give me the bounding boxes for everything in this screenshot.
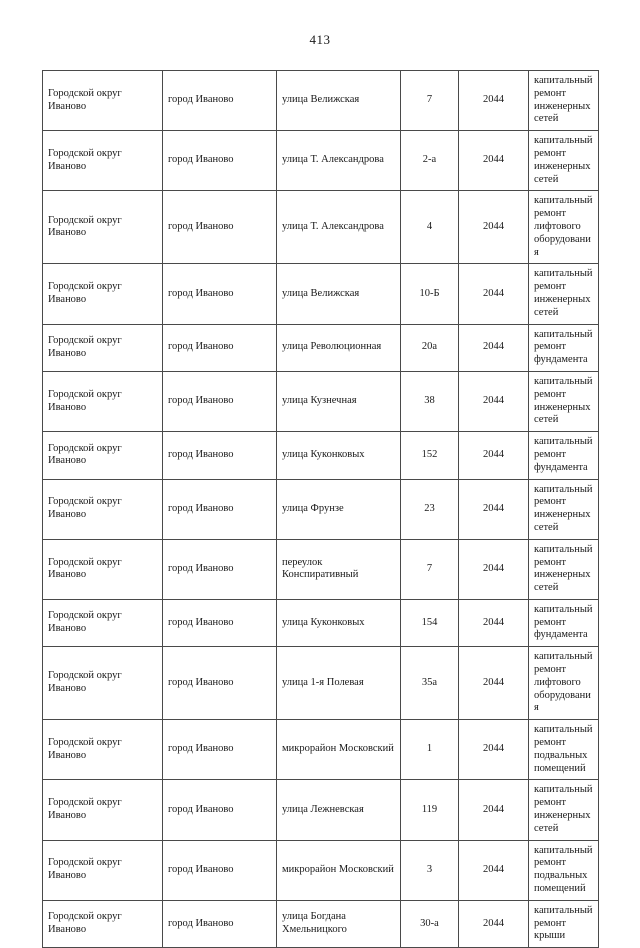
cell-street: улица Велижская bbox=[277, 71, 401, 131]
repair-schedule-table bbox=[42, 70, 599, 948]
cell-district: Городской округ Иваново bbox=[43, 191, 163, 264]
table-row bbox=[43, 539, 599, 599]
cell-house: 152 bbox=[401, 432, 459, 479]
cell-year: 2044 bbox=[459, 71, 529, 131]
cell-house: 30-а bbox=[401, 900, 459, 947]
cell-street: улица Революционная bbox=[277, 324, 401, 371]
table-row bbox=[43, 780, 599, 840]
cell-district: Городской округ Иваново bbox=[43, 324, 163, 371]
table-row bbox=[43, 71, 599, 131]
cell-district: Городской округ Иваново bbox=[43, 71, 163, 131]
cell-street: улица Т. Александрова bbox=[277, 131, 401, 191]
cell-district: Городской округ Иваново bbox=[43, 900, 163, 947]
table-row bbox=[43, 840, 599, 900]
table-row bbox=[43, 191, 599, 264]
table-row bbox=[43, 479, 599, 539]
cell-street: улица Куконковых bbox=[277, 599, 401, 646]
cell-district: Городской округ Иваново bbox=[43, 432, 163, 479]
cell-district: Городской округ Иваново bbox=[43, 840, 163, 900]
cell-work: капитальный ремонт фундамента bbox=[529, 599, 599, 646]
cell-city: город Иваново bbox=[163, 191, 277, 264]
cell-year: 2044 bbox=[459, 371, 529, 431]
cell-year: 2044 bbox=[459, 432, 529, 479]
cell-city: город Иваново bbox=[163, 599, 277, 646]
cell-city: город Иваново bbox=[163, 432, 277, 479]
cell-year: 2044 bbox=[459, 539, 529, 599]
cell-year: 2044 bbox=[459, 900, 529, 947]
cell-street: улица Лежневская bbox=[277, 780, 401, 840]
cell-house: 35а bbox=[401, 647, 459, 720]
table-row bbox=[43, 131, 599, 191]
cell-city: город Иваново bbox=[163, 264, 277, 324]
cell-work: капитальный ремонт инженерных сетей bbox=[529, 71, 599, 131]
table-row bbox=[43, 324, 599, 371]
cell-street: улица Кузнечная bbox=[277, 371, 401, 431]
cell-city: город Иваново bbox=[163, 371, 277, 431]
cell-work: капитальный ремонт крыши bbox=[529, 900, 599, 947]
cell-district: Городской округ Иваново bbox=[43, 479, 163, 539]
cell-year: 2044 bbox=[459, 599, 529, 646]
cell-street: улица 1-я Полевая bbox=[277, 647, 401, 720]
cell-work: капитальный ремонт инженерных сетей bbox=[529, 264, 599, 324]
cell-street: улица Куконковых bbox=[277, 432, 401, 479]
cell-house: 23 bbox=[401, 479, 459, 539]
cell-street: улица Богдана Хмельницкого bbox=[277, 900, 401, 947]
cell-house: 1 bbox=[401, 720, 459, 780]
cell-city: город Иваново bbox=[163, 71, 277, 131]
cell-house: 3 bbox=[401, 840, 459, 900]
cell-work: капитальный ремонт инженерных сетей bbox=[529, 539, 599, 599]
cell-street: улица Фрунзе bbox=[277, 479, 401, 539]
cell-house: 7 bbox=[401, 539, 459, 599]
cell-work: капитальный ремонт лифтового оборудования bbox=[529, 647, 599, 720]
cell-street: микрорайон Московский bbox=[277, 720, 401, 780]
cell-city: город Иваново bbox=[163, 900, 277, 947]
cell-city: город Иваново bbox=[163, 840, 277, 900]
cell-year: 2044 bbox=[459, 840, 529, 900]
cell-house: 2-а bbox=[401, 131, 459, 191]
cell-district: Городской округ Иваново bbox=[43, 264, 163, 324]
table-row bbox=[43, 900, 599, 947]
cell-city: город Иваново bbox=[163, 131, 277, 191]
cell-city: город Иваново bbox=[163, 647, 277, 720]
cell-city: город Иваново bbox=[163, 539, 277, 599]
cell-house: 10-Б bbox=[401, 264, 459, 324]
cell-district: Городской округ Иваново bbox=[43, 720, 163, 780]
cell-work: капитальный ремонт подвальных помещений bbox=[529, 840, 599, 900]
cell-year: 2044 bbox=[459, 324, 529, 371]
cell-district: Городской округ Иваново bbox=[43, 647, 163, 720]
table-row bbox=[43, 720, 599, 780]
cell-street: улица Велижская bbox=[277, 264, 401, 324]
cell-city: город Иваново bbox=[163, 324, 277, 371]
cell-district: Городской округ Иваново bbox=[43, 599, 163, 646]
cell-house: 38 bbox=[401, 371, 459, 431]
cell-work: капитальный ремонт фундамента bbox=[529, 324, 599, 371]
table-row bbox=[43, 264, 599, 324]
cell-year: 2044 bbox=[459, 647, 529, 720]
cell-year: 2044 bbox=[459, 131, 529, 191]
table-row bbox=[43, 371, 599, 431]
cell-city: город Иваново bbox=[163, 780, 277, 840]
cell-work: капитальный ремонт инженерных сетей bbox=[529, 371, 599, 431]
cell-district: Городской округ Иваново bbox=[43, 131, 163, 191]
cell-district: Городской округ Иваново bbox=[43, 539, 163, 599]
cell-house: 20а bbox=[401, 324, 459, 371]
cell-year: 2044 bbox=[459, 780, 529, 840]
cell-year: 2044 bbox=[459, 720, 529, 780]
table-row bbox=[43, 647, 599, 720]
cell-year: 2044 bbox=[459, 264, 529, 324]
table-row bbox=[43, 432, 599, 479]
cell-work: капитальный ремонт инженерных сетей bbox=[529, 131, 599, 191]
cell-house: 4 bbox=[401, 191, 459, 264]
cell-work: капитальный ремонт подвальных помещений bbox=[529, 720, 599, 780]
cell-street: улица Т. Александрова bbox=[277, 191, 401, 264]
cell-work: капитальный ремонт фундамента bbox=[529, 432, 599, 479]
cell-house: 154 bbox=[401, 599, 459, 646]
page-number: 413 bbox=[309, 32, 331, 47]
cell-year: 2044 bbox=[459, 191, 529, 264]
cell-work: капитальный ремонт инженерных сетей bbox=[529, 780, 599, 840]
cell-work: капитальный ремонт инженерных сетей bbox=[529, 479, 599, 539]
table-body bbox=[43, 71, 599, 948]
cell-district: Городской округ Иваново bbox=[43, 780, 163, 840]
cell-district: Городской округ Иваново bbox=[43, 371, 163, 431]
cell-year: 2044 bbox=[459, 479, 529, 539]
cell-work: капитальный ремонт лифтового оборудования bbox=[529, 191, 599, 264]
cell-street: микрорайон Московский bbox=[277, 840, 401, 900]
cell-street: переулок Конспиративный bbox=[277, 539, 401, 599]
cell-house: 119 bbox=[401, 780, 459, 840]
cell-city: город Иваново bbox=[163, 479, 277, 539]
table-row bbox=[43, 599, 599, 646]
cell-city: город Иваново bbox=[163, 720, 277, 780]
cell-house: 7 bbox=[401, 71, 459, 131]
